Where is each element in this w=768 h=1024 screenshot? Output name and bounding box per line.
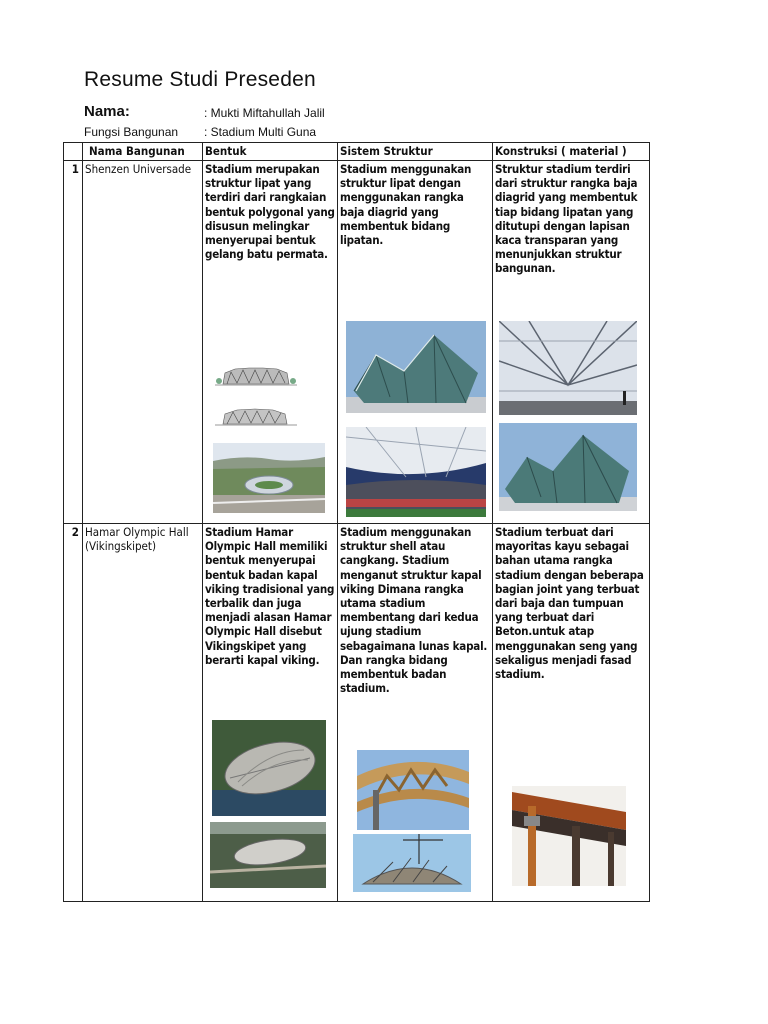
sistem-text: Stadium menggunakan struktur lipat dengan menggunakan rangka baja diagrid yang membentuk bidang lipatan. — [340, 162, 472, 248]
nama-label: Nama: — [84, 103, 130, 120]
table-row — [64, 524, 650, 902]
timber-truss-photo — [357, 750, 469, 830]
steel-diagrid-interior-photo — [499, 321, 637, 415]
stadium-exterior-photo — [499, 423, 637, 511]
stadium-exterior-photo — [346, 321, 486, 413]
konstruksi-cell — [493, 524, 650, 902]
hall-landscape-render-image — [210, 822, 326, 888]
konstruksi-cell — [493, 161, 650, 524]
header-sistem-struktur: Sistem Struktur — [338, 143, 493, 161]
bentuk-cell — [203, 524, 338, 902]
sistem-cell — [338, 161, 493, 524]
bentuk-text: Stadium Hamar Olympic Hall memiliki bentuk menyerupai bentuk badan kapal viking tradisional yang terbalik dan juga menjadi alasan Hamar Olympic Hall disebut Vikingskipet yang berarti kapal viking. — [205, 525, 335, 667]
elevation-drawing-image — [215, 365, 297, 387]
preseden-table — [63, 142, 650, 902]
construction-photo — [353, 834, 471, 892]
header-konstruksi: Konstruksi ( material ) — [493, 143, 650, 161]
bentuk-cell — [203, 161, 338, 524]
aerial-photo-image — [213, 443, 325, 513]
row-number: 1 — [64, 161, 83, 524]
bentuk-text: Stadium merupakan struktur lipat yang terdiri dari rangkaian bentuk polygonal yang disusun melingkar menyerupai bentuk gelang batu permata. — [205, 162, 335, 262]
building-name: Shenzen Universade — [83, 161, 203, 524]
konstruksi-text: Stadium terbuat dari mayoritas kayu sebagai bahan utama rangka stadium dengan beberapa bagian joint yang terbuat dari baja dan tumpuan yang terbuat dari Beton.untuk atap menggunakan seng yang sekaligus menjadi fasad stadium. — [495, 525, 644, 682]
document-title: Resume Studi Preseden — [84, 68, 316, 91]
timber-steel-joint-photo — [512, 786, 626, 886]
table-row — [64, 161, 650, 524]
stadium-interior-photo — [346, 427, 486, 517]
fungsi-label: Fungsi Bangunan — [84, 125, 179, 139]
header-nama-bangunan: Nama Bangunan — [83, 143, 203, 161]
hall-aerial-render-image — [212, 720, 326, 816]
header-bentuk: Bentuk — [203, 143, 338, 161]
nama-value: : Mukti Miftahullah Jalil — [204, 106, 325, 120]
sistem-text: Stadium menggunakan struktur shell atau cangkang. Stadium menganut struktur kapal viking Dimana rangka utama stadium membentang dari kedua ujung stadium sebagaimana lunas kapal. Dan rangka bidang membentuk badan stadium. — [340, 525, 488, 696]
header-no — [64, 143, 83, 161]
sistem-cell — [338, 524, 493, 902]
row-number: 2 — [64, 524, 83, 902]
building-name: Hamar Olympic Hall (Vikingskipet) — [83, 524, 203, 902]
konstruksi-text: Struktur stadium terdiri dari struktur rangka baja diagrid yang membentuk tiap bidang lipatan yang ditutupi dengan lapisan kaca transparan yang menunjukkan struktur bangunan. — [495, 162, 638, 276]
elevation-drawing-image — [215, 407, 297, 427]
table-header-row — [64, 143, 650, 161]
fungsi-value: : Stadium Multi Guna — [204, 125, 317, 139]
